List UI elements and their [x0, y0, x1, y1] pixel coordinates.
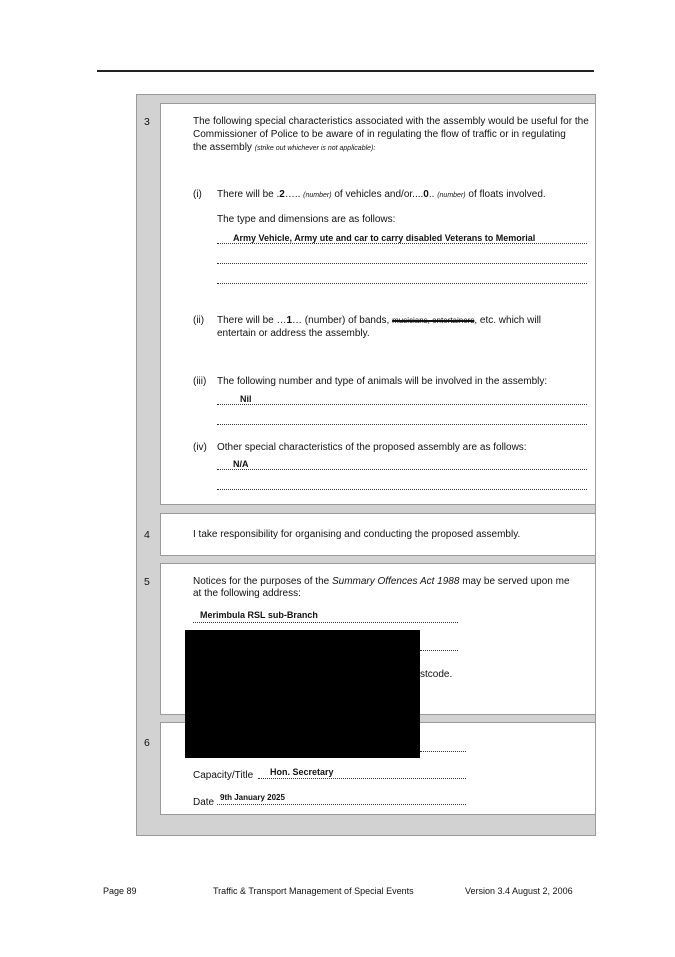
section-4-number: 4: [144, 529, 150, 541]
other-line-1: [217, 469, 587, 470]
item-iv-text: Other special characteristics of the proposed assembly are as follows:: [217, 442, 527, 453]
item-i-part2: …..: [284, 189, 301, 200]
section-3-intro-line2: Commissioner of Police to be aware of in regulating the flow of traffic or in regulating: [193, 129, 566, 140]
item-ii-label: (ii): [193, 315, 205, 326]
other-line-2: [217, 489, 587, 490]
footer-title: Traffic & Transport Management of Special Events: [213, 886, 414, 896]
footer-version: Version 3.4 August 2, 2006: [465, 886, 573, 896]
intro-line3-text: the assembly: [193, 142, 252, 153]
section-4-text: I take responsibility for organising and conducting the proposed assembly.: [193, 529, 521, 540]
item-ii-part2: … (number) of bands,: [292, 315, 390, 326]
type-dimensions-label: The type and dimensions are as follows:: [217, 214, 396, 225]
section-3-intro-line1: The following special characteristics associated with the assembly would be useful for the: [193, 116, 589, 127]
footer-page: Page 89: [103, 886, 137, 896]
section-5-number: 5: [144, 576, 150, 588]
vehicles-count: 2: [279, 189, 285, 200]
item-ii-part3: , etc. which will: [474, 315, 542, 326]
type-dimensions-value: Army Vehicle, Army ute and car to carry disabled Veterans to Memorial: [233, 233, 536, 243]
other-characteristics-value: N/A: [233, 459, 249, 469]
date-line: [217, 804, 466, 805]
date-value: 9th January 2025: [220, 793, 285, 802]
item-i-part1: There will be .: [217, 189, 280, 200]
section-5-line2: at the following address:: [193, 588, 301, 599]
redaction-block: [185, 630, 420, 758]
notices-text-b: may be served upon me: [462, 576, 570, 587]
section-5-line1: [193, 576, 570, 588]
number-note-2: (number): [437, 192, 466, 199]
address-value: Merimbula RSL sub-Branch: [200, 610, 318, 620]
notices-text-a: Notices for the purposes of the: [193, 576, 330, 587]
bands-count: 1: [286, 315, 293, 326]
type-line-1: [217, 243, 587, 244]
item-ii-part1: There will be …: [217, 315, 287, 326]
item-i-part3: of vehicles and/or....: [334, 189, 424, 200]
postcode-label: stcode.: [420, 669, 453, 680]
item-iv-label: (iv): [193, 442, 207, 453]
animals-line-2: [217, 424, 587, 425]
struck-text: musicians, entertainers: [392, 316, 475, 325]
header-rule: [97, 70, 594, 72]
section-6-number: 6: [144, 737, 150, 749]
capacity-label: Capacity/Title: [193, 770, 254, 781]
address-line-2: [420, 650, 458, 651]
item-ii-line2: entertain or address the assembly.: [217, 328, 370, 339]
capacity-line: [258, 778, 466, 779]
number-note-1: (number): [303, 192, 332, 199]
type-line-3: [217, 283, 587, 284]
section-3-intro-line3: [193, 142, 375, 155]
section-3-number: 3: [144, 116, 150, 128]
item-iii-label: (iii): [193, 376, 207, 387]
floats-count: 0: [423, 189, 429, 200]
signature-line: [420, 751, 466, 752]
animals-value: Nil: [240, 394, 252, 404]
item-i-part5: of floats involved.: [468, 189, 546, 200]
item-iii-text: The following number and type of animals will be involved in the assembly:: [217, 376, 548, 387]
item-i-part4: ..: [428, 189, 435, 200]
date-label: Date: [193, 797, 215, 808]
item-i-label: (i): [193, 189, 202, 200]
animals-line-1: [217, 404, 587, 405]
type-line-2: [217, 263, 587, 264]
item-i-text: [217, 189, 546, 202]
act-name: Summary Offences Act 1988: [331, 576, 460, 587]
capacity-value: Hon. Secretary: [270, 767, 334, 777]
intro-note: (strike out whichever is not applicable):: [254, 145, 376, 152]
item-ii-text: [217, 315, 541, 327]
address-line-1: [193, 622, 458, 623]
